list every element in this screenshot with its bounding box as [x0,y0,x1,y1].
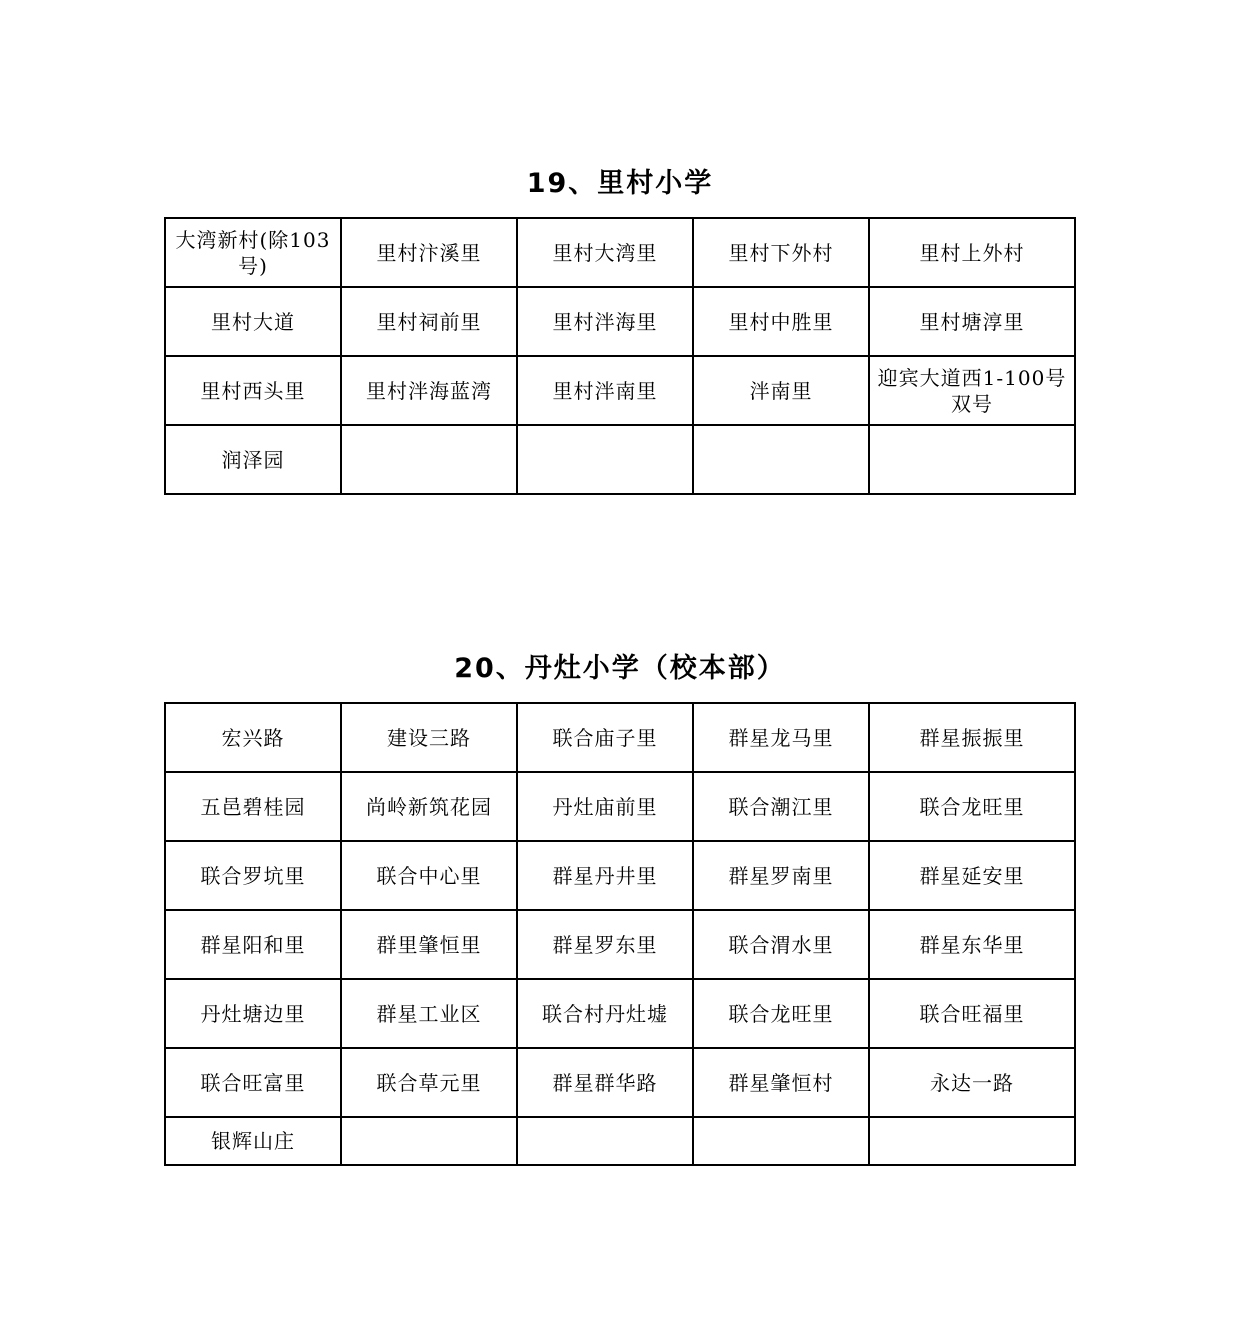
table-cell: 群星罗东里 [517,910,693,979]
table-cell: 迎宾大道西1-100号双号 [869,356,1075,425]
table-cell: 群星阳和里 [165,910,341,979]
section-title-lichun: 19、里村小学 [526,168,714,199]
table-cell [517,425,693,494]
table-cell: 丹灶塘边里 [165,979,341,1048]
table-cell: 里村西头里 [165,356,341,425]
table-row [165,979,1075,1048]
table-row [165,356,1075,425]
table-cell: 泮南里 [693,356,869,425]
table-row [165,1117,1075,1165]
zone-table-danzao [164,702,1076,1166]
table-row [165,1048,1075,1117]
table-cell: 尚岭新筑花园 [341,772,517,841]
table-cell: 里村中胜里 [693,287,869,356]
table-cell: 联合庙子里 [517,703,693,772]
table-row [165,772,1075,841]
table-cell: 里村大湾里 [517,218,693,287]
table-cell [341,425,517,494]
table-cell: 联合龙旺里 [693,979,869,1048]
table-cell: 里村塘淳里 [869,287,1075,356]
table-cell: 群星罗南里 [693,841,869,910]
table-cell: 联合潮江里 [693,772,869,841]
table-cell [869,1117,1075,1165]
table-cell: 群星肇恒村 [693,1048,869,1117]
table-cell: 宏兴路 [165,703,341,772]
section-title-danzao: 20、丹灶小学（校本部） [454,653,786,684]
table-cell: 联合龙旺里 [869,772,1075,841]
table-cell: 群星工业区 [341,979,517,1048]
table-cell: 里村汴溪里 [341,218,517,287]
zone-table-lichun [164,217,1076,495]
table-cell: 群星延安里 [869,841,1075,910]
table-cell: 联合罗坑里 [165,841,341,910]
table-cell: 里村下外村 [693,218,869,287]
table-cell: 群星丹井里 [517,841,693,910]
table-row [165,841,1075,910]
table-cell: 润泽园 [165,425,341,494]
table-cell: 群里肇恒里 [341,910,517,979]
table-row [165,218,1075,287]
table-cell: 联合旺富里 [165,1048,341,1117]
table-cell: 里村上外村 [869,218,1075,287]
table-cell: 银辉山庄 [165,1117,341,1165]
table-cell: 五邑碧桂园 [165,772,341,841]
table-cell: 联合渭水里 [693,910,869,979]
table-cell: 群星群华路 [517,1048,693,1117]
table-cell [341,1117,517,1165]
table-cell: 里村泮海蓝湾 [341,356,517,425]
table-cell: 联合村丹灶墟 [517,979,693,1048]
table-row [165,287,1075,356]
table-cell: 群星龙马里 [693,703,869,772]
table-cell: 丹灶庙前里 [517,772,693,841]
table-cell [693,425,869,494]
table-row [165,425,1075,494]
table-cell: 大湾新村(除103号) [165,218,341,287]
table-cell [693,1117,869,1165]
table-row [165,910,1075,979]
table-row [165,703,1075,772]
table-cell [517,1117,693,1165]
table-cell: 联合旺福里 [869,979,1075,1048]
table-cell: 里村泮南里 [517,356,693,425]
table-cell: 群星振振里 [869,703,1075,772]
table-cell: 里村大道 [165,287,341,356]
table-cell: 群星东华里 [869,910,1075,979]
table-cell: 联合中心里 [341,841,517,910]
table-cell [869,425,1075,494]
table-cell: 里村泮海里 [517,287,693,356]
table-cell: 建设三路 [341,703,517,772]
table-cell: 联合草元里 [341,1048,517,1117]
table-cell: 里村祠前里 [341,287,517,356]
table-cell: 永达一路 [869,1048,1075,1117]
